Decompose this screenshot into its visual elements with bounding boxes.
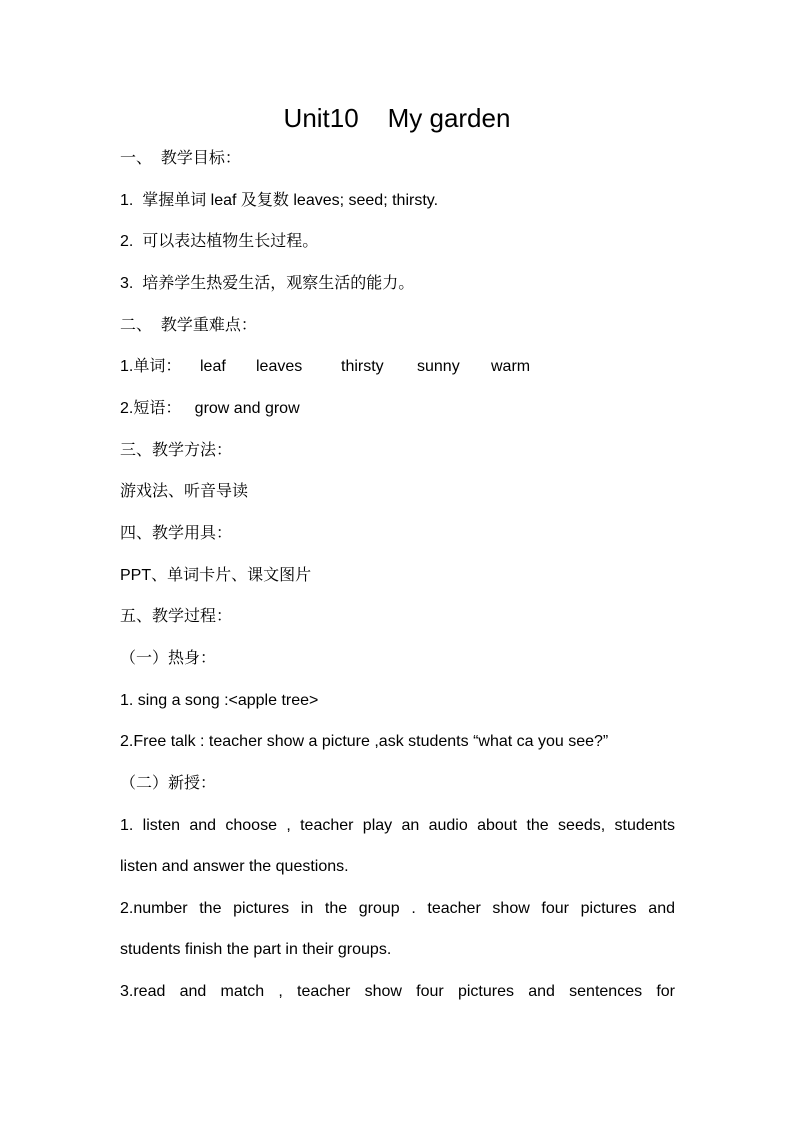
section-heading-materials: 四、教学用具： bbox=[120, 525, 233, 542]
procedure-paragraph-line: students finish the part in their groups. bbox=[120, 941, 392, 958]
section-heading-key-points: 二、 教学重难点： bbox=[120, 317, 257, 334]
vocabulary-word: thirsty bbox=[341, 358, 384, 375]
objective-item: 1. 掌握单词 leaf 及复数 leaves; seed; thirsty. bbox=[120, 192, 439, 209]
procedure-paragraph-line: 3.read and match , teacher show four pictures and sentences for bbox=[120, 983, 675, 1000]
vocabulary-word: leaf bbox=[200, 358, 226, 375]
vocabulary-word: warm bbox=[491, 358, 531, 375]
procedure-item: 1. sing a song :<apple tree> bbox=[120, 692, 319, 709]
phrase-line: 2.短语： grow and grow bbox=[120, 400, 300, 417]
materials-text: PPT、单词卡片、课文图片 bbox=[120, 567, 312, 584]
procedure-paragraph-line: 2.number the pictures in the group . teacher show four pictures and bbox=[120, 900, 675, 917]
procedure-part-new-lesson: （二）新授： bbox=[120, 775, 217, 792]
objective-item: 3. 培养学生热爱生活，观察生活的能力。 bbox=[120, 275, 415, 292]
procedure-paragraph-line: 1. listen and choose , teacher play an audio about the seeds, students bbox=[120, 817, 675, 834]
vocabulary-word: leaves bbox=[256, 358, 303, 375]
vocabulary-word: sunny bbox=[417, 358, 460, 375]
procedure-part-warmup: （一）热身： bbox=[120, 650, 217, 667]
procedure-item: 2.Free talk : teacher show a picture ,ask students “what ca you see?” bbox=[120, 733, 609, 750]
document-title: Unit10 My garden bbox=[283, 103, 511, 133]
section-heading-methods: 三、教学方法： bbox=[120, 442, 233, 459]
section-heading-objectives: 一、 教学目标： bbox=[120, 150, 241, 167]
methods-text: 游戏法、听音导读 bbox=[120, 483, 249, 500]
objective-item: 2. 可以表达植物生长过程。 bbox=[120, 233, 319, 250]
vocabulary-label: 1.单词： bbox=[120, 358, 182, 375]
section-heading-procedure: 五、教学过程： bbox=[120, 608, 233, 625]
procedure-paragraph-line: listen and answer the questions. bbox=[120, 858, 349, 875]
